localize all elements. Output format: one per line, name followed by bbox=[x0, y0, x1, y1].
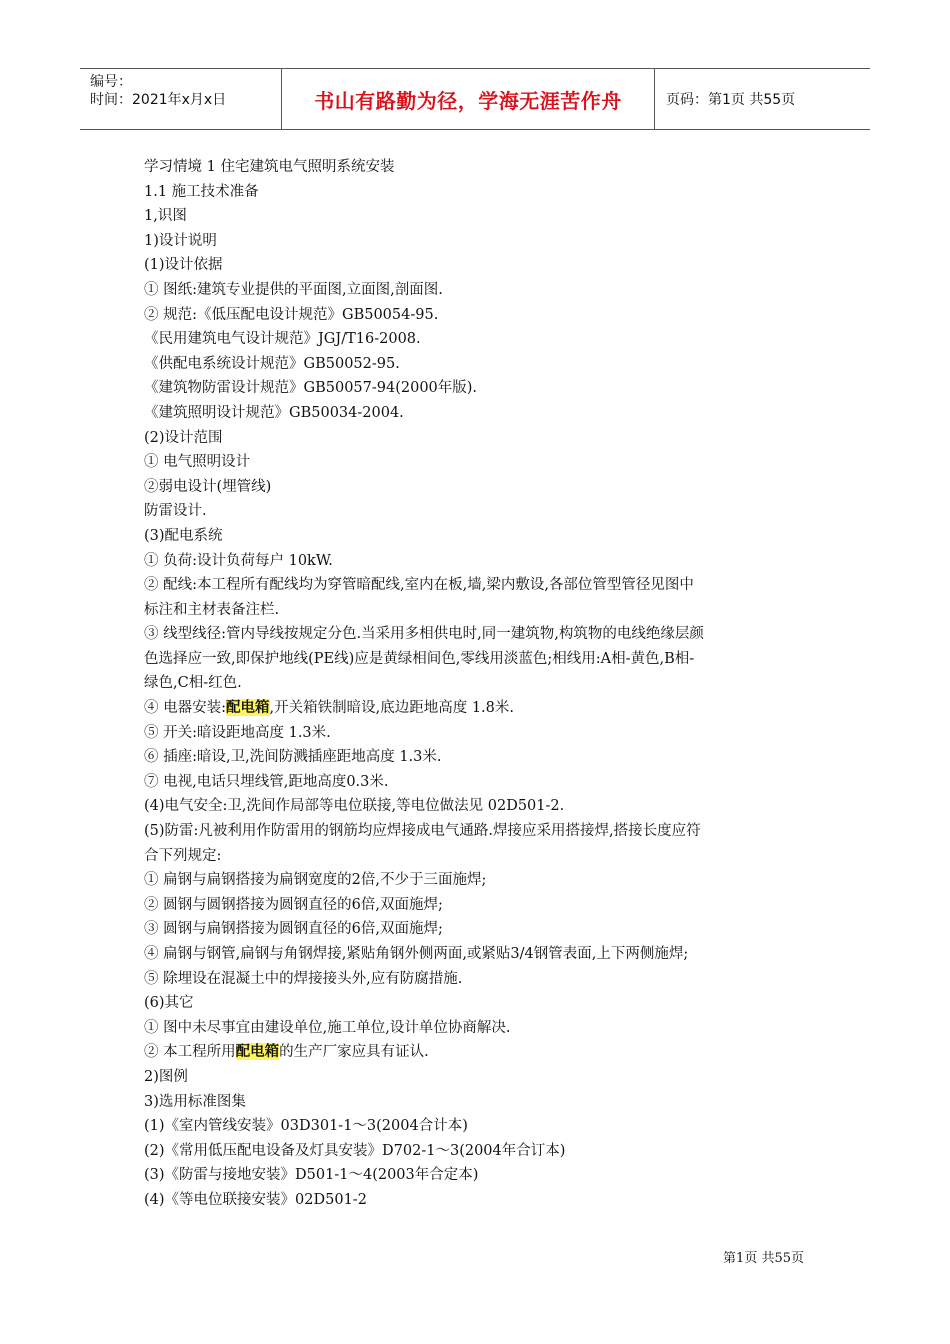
text-line: (4)《等电位联接安装》02D501-2 bbox=[144, 1191, 367, 1208]
text-line: 标注和主材表备注栏. bbox=[144, 601, 280, 618]
text-line: 绿色,C相-红色. bbox=[144, 675, 242, 692]
text-line: 《建筑照明设计规范》GB50034-2004. bbox=[144, 404, 404, 421]
text-line: 《民用建筑电气设计规范》JGJ/T16-2008. bbox=[144, 331, 421, 348]
text-line: 1.1 施工技术准备 bbox=[144, 183, 259, 200]
text-line: 学习情境 1 住宅建筑电气照明系统安装 bbox=[144, 159, 395, 175]
text-line: ① 图中未尽事宜由建设单位,施工单位,设计单位协商解决. bbox=[144, 1019, 511, 1036]
text-line: (2)《常用低压配电设备及灯具安装》D702-1～3(2004年合订本) bbox=[144, 1142, 566, 1159]
text-line: 防雷设计. bbox=[144, 503, 207, 520]
header-motto-cell bbox=[281, 69, 655, 129]
text-line: 1)设计说明 bbox=[144, 232, 217, 249]
line-suffix: ,开关箱铁制暗设,底边距地高度 1.8米. bbox=[269, 700, 514, 717]
page-header bbox=[80, 68, 870, 130]
text-line: (2)设计范围 bbox=[144, 429, 223, 446]
text-line: ⑥ 插座:暗设,卫,洗间防溅插座距地高度 1.3米. bbox=[144, 749, 442, 766]
text-line: 《建筑物防雷设计规范》GB50057-94(2000年版). bbox=[144, 380, 478, 397]
text-line: ⑤ 开关:暗设距地高度 1.3米. bbox=[144, 724, 331, 741]
text-line: (1)《室内管线安装》03D301-1～3(2004合计本) bbox=[144, 1118, 468, 1135]
text-line: ② 规范:《低压配电设计规范》GB50054-95. bbox=[144, 306, 439, 323]
time-label: 时间：2021年x月x日 bbox=[90, 92, 227, 108]
header-page-cell bbox=[654, 69, 870, 129]
text-line: (4)电气安全:卫,洗间作局部等电位联接,等电位做法见 02D501-2. bbox=[144, 798, 565, 815]
text-line: ① 电气照明设计 bbox=[144, 454, 251, 471]
number-label: 编号： bbox=[90, 74, 132, 90]
line-suffix: 的生产厂家应具有证认. bbox=[279, 1044, 429, 1061]
text-line: ② 配线:本工程所有配线均为穿管暗配线,室内在板,墙,梁内敷设,各部位管型管径见图中 bbox=[144, 577, 694, 594]
text-line: ⑤ 除埋设在混凝土中的焊接接头外,应有防腐措施. bbox=[144, 970, 463, 987]
highlighted-term: 配电箱 bbox=[226, 699, 270, 717]
text-line: ① 负荷:设计负荷每户 10kW. bbox=[144, 552, 333, 569]
text-line: 合下列规定: bbox=[144, 847, 222, 864]
text-line: 《供配电系统设计规范》GB50052-95. bbox=[144, 355, 400, 372]
text-line: (6)其它 bbox=[144, 995, 194, 1012]
text-line: ① 图纸:建筑专业提供的平面图,立面图,剖面图. bbox=[144, 281, 443, 298]
text-line: ③ 线型线径:管内导线按规定分色.当采用多相供电时,同一建筑物,构筑物的电线绝缘层颜 bbox=[144, 626, 704, 643]
document-body bbox=[144, 155, 814, 1213]
text-line bbox=[144, 696, 814, 721]
text-line: 2)图例 bbox=[144, 1068, 188, 1085]
text-line: (5)防雷:凡被利用作防雷用的钢筋均应焊接成电气通路.焊接应采用搭接焊,搭接长度应符 bbox=[144, 823, 701, 840]
text-line: ⑦ 电视,电话只埋线管,距地高度0.3米. bbox=[144, 773, 389, 790]
text-line: ① 扁钢与扁钢搭接为扁钢宽度的2倍,不少于三面施焊; bbox=[144, 872, 487, 889]
text-line: ②弱电设计(埋管线) bbox=[144, 478, 272, 495]
motto: 书山有路勤为径，学海无涯苦作舟 bbox=[314, 88, 622, 113]
text-line: (1)设计依据 bbox=[144, 257, 223, 274]
highlighted-term: 配电箱 bbox=[235, 1043, 280, 1061]
line-prefix: ② 本工程所用 bbox=[144, 1044, 236, 1061]
text-line: (3)《防雷与接地安装》D501-1～4(2003年合定本) bbox=[144, 1167, 479, 1184]
text-line: 色选择应一致,即保护地线(PE线)应是黄绿相间色,零线用淡蓝色;相线用:A相-黄色,B相- bbox=[144, 650, 695, 667]
header-meta bbox=[80, 69, 281, 129]
text-line: ③ 圆钢与扁钢搭接为圆钢直径的6倍,双面施焊; bbox=[144, 921, 443, 938]
text-line: 1,识图 bbox=[144, 208, 187, 225]
page-footer: 第1页 共55页 bbox=[723, 1251, 804, 1266]
text-line: ④ 扁钢与钢管,扁钢与角钢焊接,紧贴角钢外侧两面,或紧贴3/4钢管表面,上下两侧施焊; bbox=[144, 946, 689, 962]
text-line bbox=[144, 1040, 814, 1065]
line-prefix: ④ 电器安装: bbox=[144, 700, 226, 717]
text-line: (3)配电系统 bbox=[144, 527, 223, 544]
page-info: 页码：第1页 共55页 bbox=[666, 92, 796, 108]
text-line: 3)选用标准图集 bbox=[144, 1093, 246, 1110]
text-line: ② 圆钢与圆钢搭接为圆钢直径的6倍,双面施焊; bbox=[144, 896, 443, 913]
